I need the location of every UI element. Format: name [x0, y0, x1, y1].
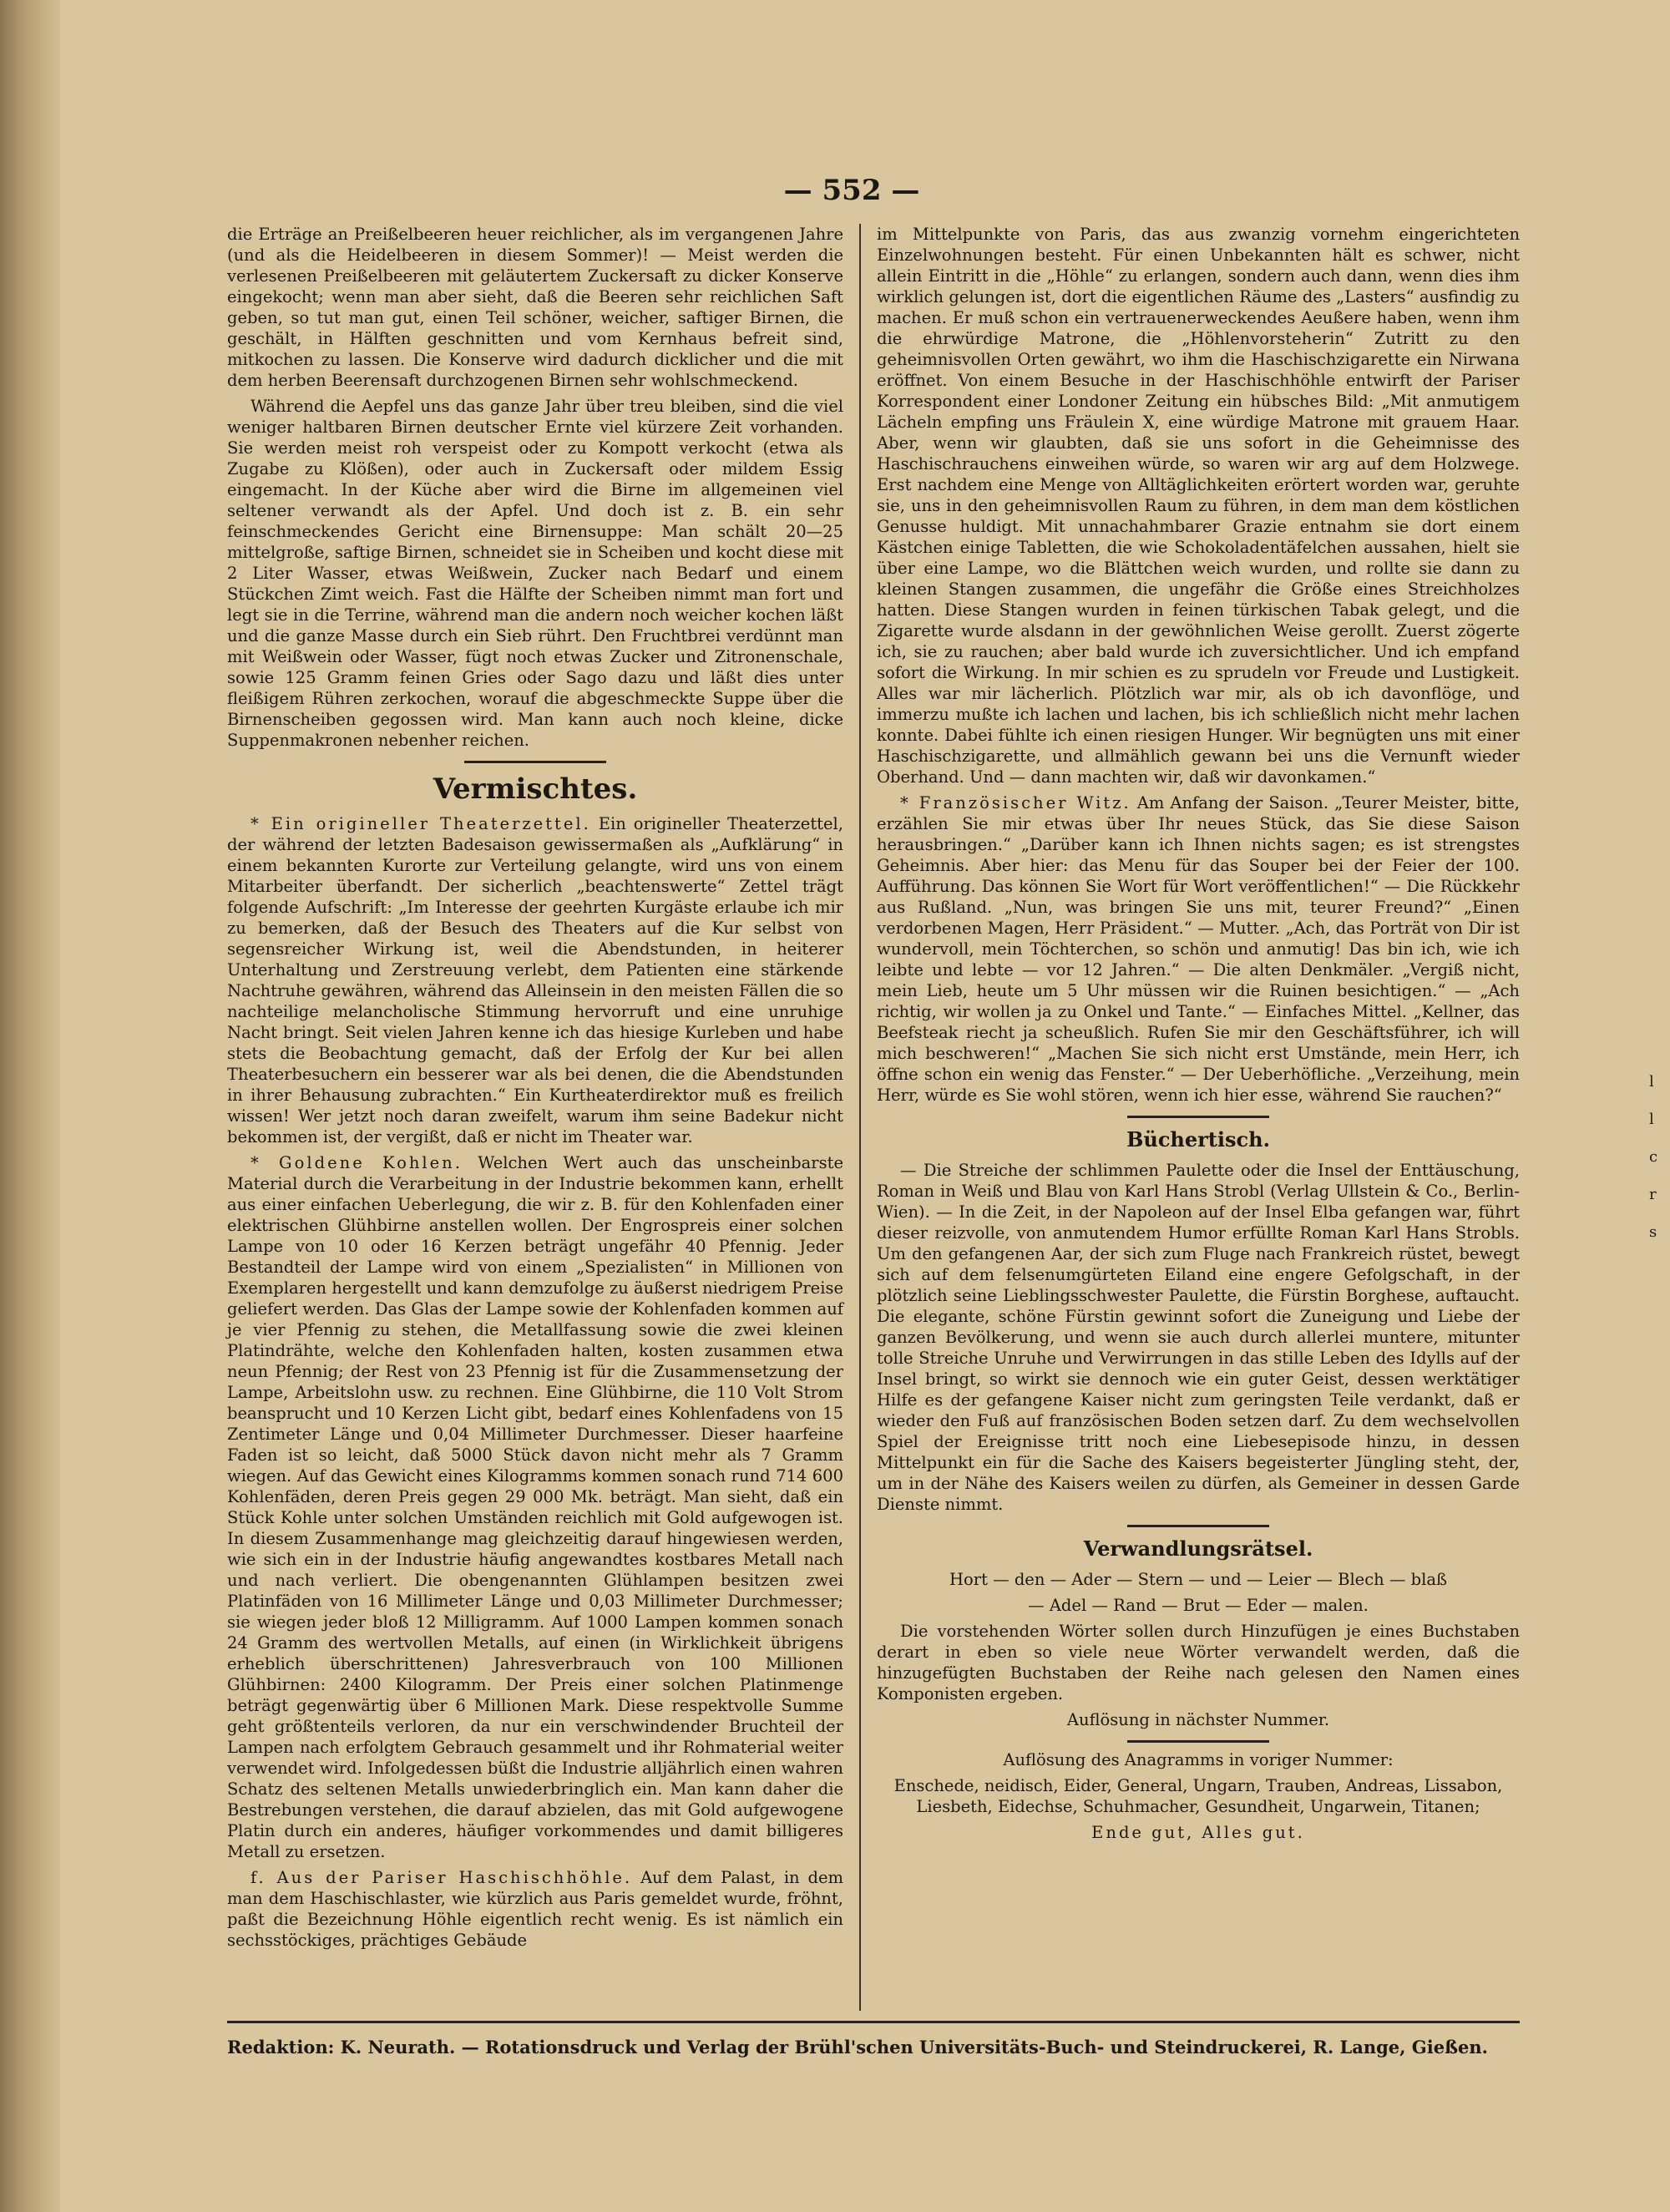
anagram-rule	[1127, 1740, 1269, 1743]
riddle-words-1: Hort — den — Ader — Stern — und — Leier — Blech — blaß	[949, 1570, 1447, 1589]
riddle-rule	[1127, 1525, 1269, 1527]
margin-letter: s	[1649, 1223, 1657, 1241]
anagram-text: Enschede, neidisch, Eider, General, Ungarn, Trauben, Andreas, Lissabon, Liesbeth, Eidechse, Schuhmacher, Gesundheit, Ungarwein, Titanen;	[893, 1776, 1503, 1816]
section-rule	[464, 761, 606, 763]
coal-text: Welchen Wert auch das unscheinbarste Material durch die Verarbeitung in der Industrie bekommen kann, erhellt aus einer einfachen Ueberlegung, die wir z. B. für den Kohlenfaden einer elektrischen Glühbirne anstellen wollen. Der Engrospreis einer solchen Lampe von 10 oder 16 Kerzen beträgt ungefähr 40 Pfennig. Jeder Bestandteil der Lampe wird von einem „Spezialisten“ in Millionen von Exemplaren hergestellt und kann demzufolge zu äußerst niedrigem Preise geliefert werden. Das Glas der Lampe sowie der Kohlenfaden kommen auf je vier Pfennig zu stehen, die Metallfassung sowie die zwei kleinen Platindrähte, welche den Kohlenfaden halten, kosten zusammen etwa neun Pfennig; der Rest von 23 Pfennig ist für die Zusammensetzung der Lampe, Arbeitslohn usw. zu rechnen. Eine Glühbirne, die 110 Volt Strom beansprucht und 10 Kerzen Licht gibt, bedarf eines Kohlenfadens von 15 Zentimeter Länge und 0,04 Millimeter Durchmesser. Dieser haarfeine Faden ist so leicht, daß 5000 Stück davon nicht mehr als 7 Gramm wiegen. Auf das Gewicht eines Kilogramms kommen sonach rund 714 600 Kohlenfäden, deren Preis gegen 29 000 Mk. beträgt. Man sieht, daß ein Stück Kohle unter solchen Umständen reichlich mit Gold aufgewogen ist. In diesem Zusammenhange mag gleichzeitig darauf hingewiesen werden, wie sich ein in der Industrie häufig angewandtes kostbares Metall nach und nach verliert. Die obengenannten Glühlampen besitzen zwei Platinfäden von 16 Millimeter Länge und 0,03 Millimeter Durchmesser; sie wiegen jeder bloß 12 Milligramm. Auf 1000 Lampen kommen sonach 24 Gramm des wertvollen Metalls, auf einen (in Wirklichkeit übrigens erheblich überschrittenen) Jahresverbrauch von 100 Millionen Glühbirnen: 2400 Kilogramm. Der Preis einer solchen Platinmenge beträgt gegenwärtig über 6 Millionen Mark. Diese respektvolle Summe geht größtenteils verloren, da nur ein verschwindender Bruchteil der Lampen nach erfolgtem Gebrauch gesammelt und ihr Rohmaterial weiter verwendet wird. Infolgedessen büßt die Industrie alljährlich einen wahren Schatz des seltenen Metalls unwiederbringlich ein. Man kann daher die Bestrebungen verstehen, die darauf abzielen, das mit Gold aufgewogene Platin durch ein anderes, häufiger vorkommendes und damit billigeres Metall zu ersetzen.	[227, 1153, 843, 1861]
theater-title: * Ein origineller Theaterzettel.	[250, 814, 591, 833]
intro-paragraph-2: Während die Aepfel uns das ganze Jahr über treu bleiben, sind die viel weniger haltbaren Birnen deutscher Ernte viel kürzere Zeit vorhanden. Sie werden meist roh verspeist oder zu Kompott verkocht (etwa als Zugabe zu Klößen), oder auch in Zuckersaft oder mildem Essig eingemacht. In der Küche aber wird die Birne im allgemeinen viel seltener verwandt als der Apfel. Und doch ist z. B. ein sehr feinschmeckendes Gericht eine Birnensuppe: Man schält 20—25 mittelgroße, saftige Birnen, schneidet sie in Scheiben und kocht diese mit 2 Liter Wasser, etwas Weißwein, Zucker nach Bedarf und einem Stückchen Zimt weich. Fast die Hälfte der Scheiben nimmt man fort und legt sie in die Terrine, während man die andern noch weicher kochen läßt und die ganze Masse durch ein Sieb rührt. Den Fruchtbrei verdünnt man mit Weißwein oder Wasser, fügt noch etwas Zucker und Zitronenschale, sowie 125 Gramm feinen Gries oder Sago dazu und läßt dies unter fleißigem Rühren zerkochen, worauf die abgeschmeckte Suppe über die Birnenscheiben gegossen wird. Man kann auch noch kleine, dicke Suppenmakronen nebenher reichen.	[227, 397, 843, 750]
margin-letter: l	[1649, 1111, 1654, 1128]
books-text: — Die Streiche der schlimmen Paulette oder die Insel der Enttäuschung, Roman in Weiß und Blau von Karl Hans Strobl (Verlag Ullstein & Co., Berlin-Wien). — In die Zeit, in der Napoleon auf der Insel Elba gefangen war, führt dieser reizvolle, von anmutendem Humor erfüllte Roman Karl Hans Strobls. Um den gefangenen Aar, der sich zum Fluge nach Frankreich rüstet, bewegt sich auf dem felsenumgürteten Eiland eine engere Gefolgschaft, in der plötzlich seine Lieblingsschwester Paulette, die Fürstin Borghese, auftaucht. Die elegante, schöne Fürstin gewinnt sofort die Zuneigung und Liebe der ganzen Bevölkerung, und wenn sie auch durch allerlei muntere, mitunter tolle Streiche Unruhe und Verwirrungen in das stille Leben des Idylls auf der Insel bringt, so wirkt sie dennoch wie ein guter Geist, dessen werktätiger Hilfe es der gefangene Kaiser nicht zum geringsten Teile verdankt, daß er wieder den Fuß auf französischen Boden setzen darf. Zu dem wechselvollen Spiel der Ereignisse tritt noch eine Liebesepisode hinzu, in dessen Mittelpunkt ein für die Sache des Kaisers begeisterter Jüngling steht, der, um in der Nähe des Kaisers weilen zu dürfen, als Gemeiner in dessen Garde Dienste nimmt.	[877, 1161, 1520, 1514]
footer: Redaktion: K. Neurath. — Rotationsdruck und Verlag der Brühl'schen Universitäts-Buch- und Steindruckerei, R. Lange, Gießen.	[227, 2037, 1488, 2058]
anagram-end: Ende gut, Alles gut.	[1091, 1823, 1305, 1842]
books-title: Büchertisch.	[1126, 1127, 1270, 1152]
paris-text-cont: im Mittelpunkte von Paris, das aus zwanzig vornehm eingerichteten Einzelwohnungen besteht. Für einen Unbekannten hält es schwer, nicht allein Eintritt in die „Höhle“ zu erlangen, sondern auch dann, wenn dies ihm wirklich gelungen ist, dort die eigentlichen Räume des „Lasters“ ausfindig zu machen. Er muß schon ein vertrauenerweckendes Aeußere haben, wenn ihm die ehrwürdige Matrone, die „Höhlenvorsteherin“ Zutritt zu den geheimnisvollen Orten gewährt, wo ihm die Haschischzigarette ein Nirwana eröffnet. Von einem Besuche in der Haschischhöhle entwirft der Pariser Korrespondent einer Londoner Zeitung ein hübsches Bild: „Mit anmutigem Lächeln empfing uns Fräulein X, eine würdige Matrone mit grauem Haar. Aber, wenn wir glaubten, daß sie uns sofort in die Geheimnisse des Haschischrauchens einweihen würde, so waren wir arg auf dem Holzwege. Erst nachdem eine Menge von Alltäglichkeiten erörtert worden war, geruhte sie, uns in den geheimnisvollen Raum zu führen, in dem man dem köstlichen Genusse huldigt. Mit unnachahmbarer Grazie entnahm sie dort einem Kästchen einige Tabletten, die wie Schokoladentäfelchen aussahen, hielt sie über eine Lampe, wo die Blättchen weich wurden, und rollte sie dann zu kleinen Stangen zusammen, die ungefähr die Größe eines Streichholzes hatten. Diese Stangen wurden in feinen türkischen Tabak gelegt, und die Zigarette wurde alsdann in der gewöhnlichen Weise gerollt. Zuerst zögerte ich, sie zu rauchen; aber bald wurde ich zuversichtlicher. Und ich empfand sofort die Wirkung. In mir schien es zu sprudeln vor Freude und Lustigkeit. Alles war mir lächerlich. Plötzlich war mir, als ob ich davonflöge, und immerzu mußte ich lachen und lachen, bis ich schließlich nicht mehr lachen konnte. Dabei fühlte ich einen riesigen Hunger. Wir begnügten uns mit einer Haschischzigarette, und allmählich gewann bei uns die Vernunft wieder Oberhand. Und — dann machten wir, daß wir davonkamen.“	[877, 225, 1520, 787]
books-rule	[1127, 1116, 1269, 1118]
riddle-words-2: — Adel — Rand — Brut — Eder — malen.	[1028, 1596, 1369, 1615]
riddle-solution-note: Auflösung in nächster Nummer.	[1066, 1710, 1330, 1729]
margin-letter: r	[1649, 1186, 1657, 1203]
paris-title: f. Aus der Pariser Haschischhöhle.	[250, 1868, 633, 1887]
theater-text: Ein origineller Theaterzettel, der während der letzten Badesaison gewissermaßen als „Aufklärung“ in einem bekannten Kurorte zur Verteilung gelangte, wird uns von einem Mitarbeiter überfandt. Der sicherlich „beachtenswerte“ Zettel trägt folgende Aufschrift: „Im Interesse der geehrten Kurgäste erlaube ich mir zu bemerken, daß der Besuch des Theaters auf die Kur selbst von segensreicher Wirkung ist, weil die Abendstunden, in heiterer Unterhaltung und Zerstreuung verlebt, dem Patienten eine stärkende Nachtruhe gewähren, während das Alleinsein in den meisten Fällen die so nachteilige melancholische Stimmung hervorruft und eine unruhige Nacht bringt. Seit vielen Jahren kenne ich das hiesige Kurleben und habe stets die Beobachtung gemacht, daß der Erfolg der Kur bei allen Theaterbesuchern ein besserer war als bei denen, die die Abendstunden in ihrer Behausung zubrachten.“ Ein Kurtheaterdirektor muß es freilich wissen! Wer jetzt noch daran zweifelt, warum ihm seine Badekur nicht bekommen ist, der vergißt, daß er nicht im Theater war.	[227, 814, 843, 1146]
right-column	[877, 224, 1520, 1848]
anagram-title: Auflösung des Anagramms in voriger Nummer:	[1003, 1750, 1394, 1769]
page-number: — 552 —	[783, 174, 920, 207]
section-title: Vermischtes.	[433, 772, 638, 806]
riddle-text: Die vorstehenden Wörter sollen durch Hinzufügen je eines Buchstaben derart in eben so viele neue Wörter verwandelt werden, daß die hinzugefügten Buchstaben der Reihe nach gelesen den Namen eines Komponisten ergeben.	[877, 1622, 1520, 1703]
page-edge	[0, 0, 60, 2212]
paris-text-start: Auf dem Palast, in dem man dem Haschischlaster, wie kürzlich aus Paris gemeldet wurde, fröhnt, paßt die Bezeichnung Höhle eigentlich recht wenig. Es ist nämlich ein sechsstöckiges, prächtiges Gebäude	[227, 1868, 844, 1950]
left-column	[227, 224, 843, 1956]
margin-letter: c	[1649, 1148, 1658, 1166]
french-text: Am Anfang der Saison. „Teurer Meister, bitte, erzählen Sie mir etwas über Ihr neues Stück, das Sie diese Saison herausbringen.“ „Darüber kann ich Ihnen nichts sagen; es ist strengstes Geheimnis. Aber hier: das Menu für das Souper bei der Feier der 100. Aufführung. Das können Sie Wort für Wort veröffentlichen!“ — Die Rückkehr aus Rußland. „Nun, was bringen Sie uns mit, teurer Freund?“ „Einen verdorbenen Magen, Herr Präsident.“ — Mutter. „Ach, das Porträt von Dir ist wundervoll, mein Töchterchen, so schön und anmutig! Das bin ich, wie ich leibte und lebte — vor 12 Jahren.“ — Die alten Denkmäler. „Vergiß nicht, mein Lieb, heute um 5 Uhr müssen wir die Ruinen besichtigen.“ — „Ach richtig, wir wollen ja zu Onkel und Tante.“ — Einfaches Mittel. „Kellner, das Beefsteak riecht ja scheußlich. Rufen Sie mir den Geschäftsführer, ich will mich beschweren!“ „Machen Sie sich nicht erst Umstände, mein Herr, ich öffne schon ein wenig das Fenster.“ — Der Ueberhöfliche. „Verzeihung, mein Herr, würde es Sie wohl stören, wenn ich hier esse, während Sie rauchen?“	[877, 793, 1520, 1105]
riddle-title: Verwandlungsrätsel.	[1083, 1536, 1313, 1561]
coal-title: * Goldene Kohlen.	[250, 1153, 463, 1172]
margin-letter: l	[1649, 1073, 1654, 1091]
footer-rule	[227, 2021, 1520, 2023]
french-title: * Französischer Witz.	[900, 793, 1131, 812]
column-divider	[859, 224, 861, 2011]
intro-paragraph-1: die Erträge an Preißelbeeren heuer reichlicher, als im vergangenen Jahre (und als die Heidelbeeren in diesem Sommer)! — Meist werden die verlesenen Preißelbeeren mit geläutertem Zuckersaft zu dicker Konserve eingekocht; wenn man aber sieht, daß die Beeren sehr reichlichen Saft geben, so tut man gut, einen Teil schöner, weicher, saftiger Birnen, die geschält, in Hälften geschnitten und vom Kernhaus befreit sind, mitkochen zu lassen. Die Konserve wird dadurch dicklicher und die mit dem herben Beerensaft durchzogenen Birnen sehr wohlschmeckend.	[227, 225, 843, 390]
